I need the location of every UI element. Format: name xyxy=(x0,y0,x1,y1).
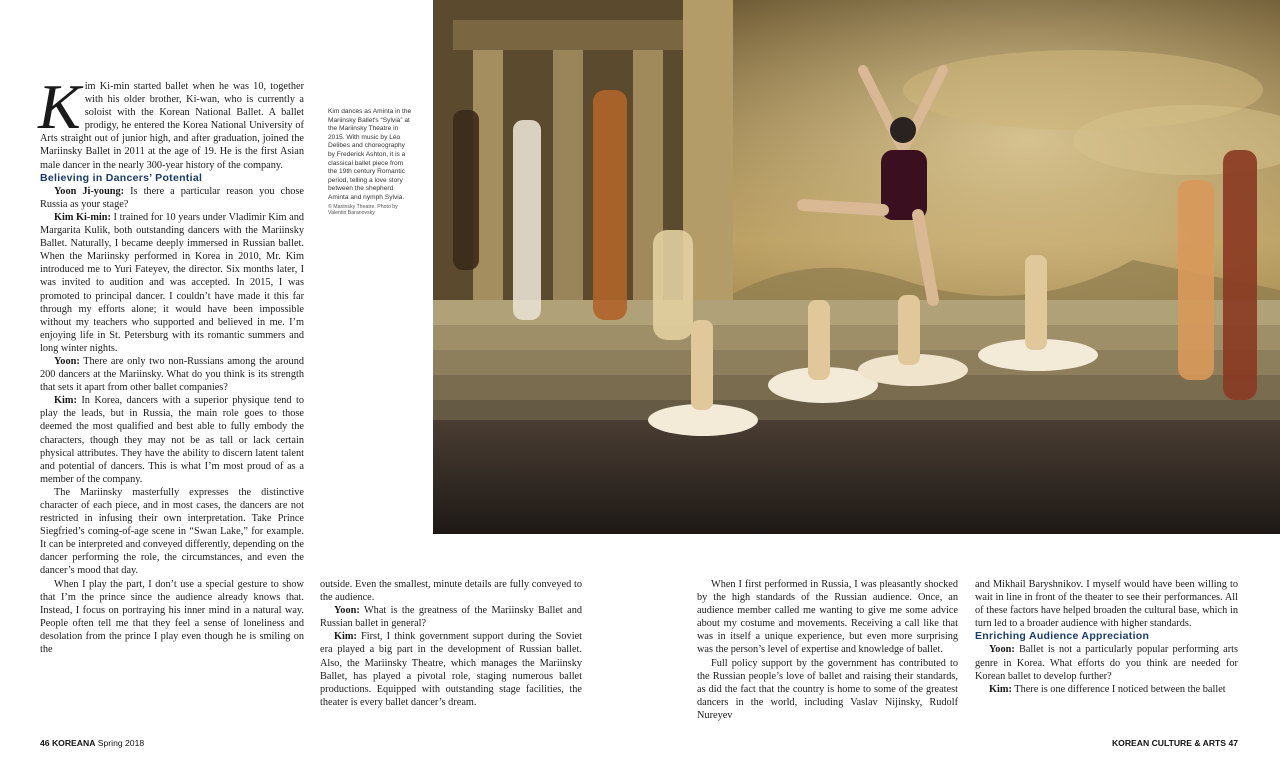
page-number-left: 46 xyxy=(40,738,50,748)
footer-right xyxy=(1112,738,1238,748)
section-label: KOREAN CULTURE & ARTS xyxy=(1111,738,1227,748)
article-column-1 xyxy=(38,71,304,656)
paragraph: Kim: There is one difference I noticed between the ballet xyxy=(989,683,1226,695)
issue-label: Spring 2018 xyxy=(97,738,145,748)
paragraph: Kim Ki-min: I trained for 10 years under Vladimir Kim and Margarita Kulik, both outstanding dancers with the Mariinsky Ballet. Naturally, I became deeply immersed in Russian ballet. When the Mariinsky performed in Korea in 2010, Mr. Kim introduced me to Yuri Fateyev, the director. Six months later, I was invited to audition and was accepted. In 2015, I was promoted to principal dancer. I couldn’t have made it this far through my efforts alone; it would have been impossible without my teachers who supported and believed in me. I’m enjoying life in St. Petersburg with its romantic summers and long winter nights. xyxy=(40,211,304,354)
drop-cap: K xyxy=(38,71,81,142)
ballet-stage-illustration xyxy=(433,0,1280,534)
paragraph: Full policy support by the government has contributed to the Russian people’s love of ballet and raising their standards, as did the fact that the country is home to some of the greatest dancers in the world, including Vaslav Nijinsky, Rudolf Nureyev xyxy=(697,657,958,721)
paragraph: When I play the part, I don’t use a special gesture to show that I’m the prince since the audience already knows that. Instead, I focus on portraying his inner mind in a natural way. People often tell me that they feel a sense of loneliness and desolation from the prince I play even though he is smiling on the xyxy=(40,578,304,656)
paragraph: Yoon: What is the greatness of the Mariinsky Ballet and Russian ballet in general? xyxy=(320,605,582,630)
intro-paragraph: Kim Ki-min started ballet when he was 10, together with his older brother, Ki-wan, who is currently a soloist with the Korean National Ballet. A ballet prodigy, he entered the Korea National University of Arts straight out of junior high, and after graduation, joined the Mariinsky Ballet in 2011 at the age of 19. He is the first Asian male dancer in the nearly 300-year history of the company. xyxy=(38,71,304,171)
ballet-photo xyxy=(433,0,1280,534)
section-heading-1: Believing in Dancers’ Potential xyxy=(40,171,203,184)
page-number-right: 47 xyxy=(1228,738,1238,748)
caption-text: Kim dances as Aminta in the Mariinsky Ballet's “Sylvia” at the Mariinsky Theatre in 2015. With music by Léo Delibes and choreography by Frederick Ashton, it is a classical ballet piece from the 19th century Romantic period, telling a love story between the shepherd Aminta and nymph Sylvia. xyxy=(328,108,412,201)
paragraph: Yoon: There are only two non-Russians among the around 200 dancers at the Mariinsky. What do you think is its strength that sets it apart from other ballet companies? xyxy=(40,355,304,394)
paragraph: The Mariinsky masterfully expresses the distinctive character of each piece, and in most cases, the dancers are not restricted in infusing their own interpretation. Take Prince Siegfried’s coming-of-age scene in “Swan Lake,” for example. It can be interpreted and conveyed differently, depending on the dancer performing the role, the circumstances, and even the dancer’s mood that day. xyxy=(40,486,304,577)
paragraph: When I first performed in Russia, I was pleasantly shocked by the high standards of the Russian audience. Once, an audience member called me wanting to give me some advice about my costume and movements. Receiving a call like that was in itself a unique experience, but even more surprising was the person’s level of expertise and knowledge of ballet. xyxy=(697,579,958,656)
paragraph: Yoon Ji-young: Is there a particular reason you chose Russia as your stage? xyxy=(40,185,304,210)
paragraph: Yoon: Ballet is not a particularly popular performing arts genre in Korea. What efforts do you think are needed for Korean ballet to develop further? xyxy=(975,644,1238,682)
article-column-3 xyxy=(697,578,958,722)
photo-credit: © Mariinsky Theatre. Photo by Valentin Baranovsky xyxy=(328,203,398,217)
footer-left xyxy=(40,738,144,748)
article-column-2 xyxy=(320,578,582,709)
magazine-name: KOREANA xyxy=(51,738,96,748)
paragraph: Kim: In Korea, dancers with a superior physique tend to play the leads, but in Russia, the main role goes to those deemed the most qualified and best able to fully embody the characters, though they may not be as tall or lack certain physical attributes. They have the ability to discern latent talent and potential of dancers. This is what I’m most proud of as a member of the company. xyxy=(40,395,304,485)
paragraph: and Mikhail Baryshnikov. I myself would have been willing to wait in line in front of the theater to see their performances. All of these factors have helped broaden the cultural base, which in turn led to a broader audience with higher standards. xyxy=(975,579,1238,630)
article-column-4 xyxy=(975,578,1238,696)
paragraph: outside. Even the smallest, minute details are fully conveyed to the audience. xyxy=(320,579,582,604)
photo-caption xyxy=(328,108,412,217)
section-heading-2: Enriching Audience Appreciation xyxy=(975,630,1150,643)
paragraph: Kim: First, I think government support during the Soviet era played a big part in the development of Russian ballet. Also, the Mariinsky Theatre, which manages the Mariinsky Ballet, has played a pivotal role, staging numerous ballet productions. Equipped with outstanding stage facilities, the theater is every ballet dancer’s dream. xyxy=(320,631,582,708)
